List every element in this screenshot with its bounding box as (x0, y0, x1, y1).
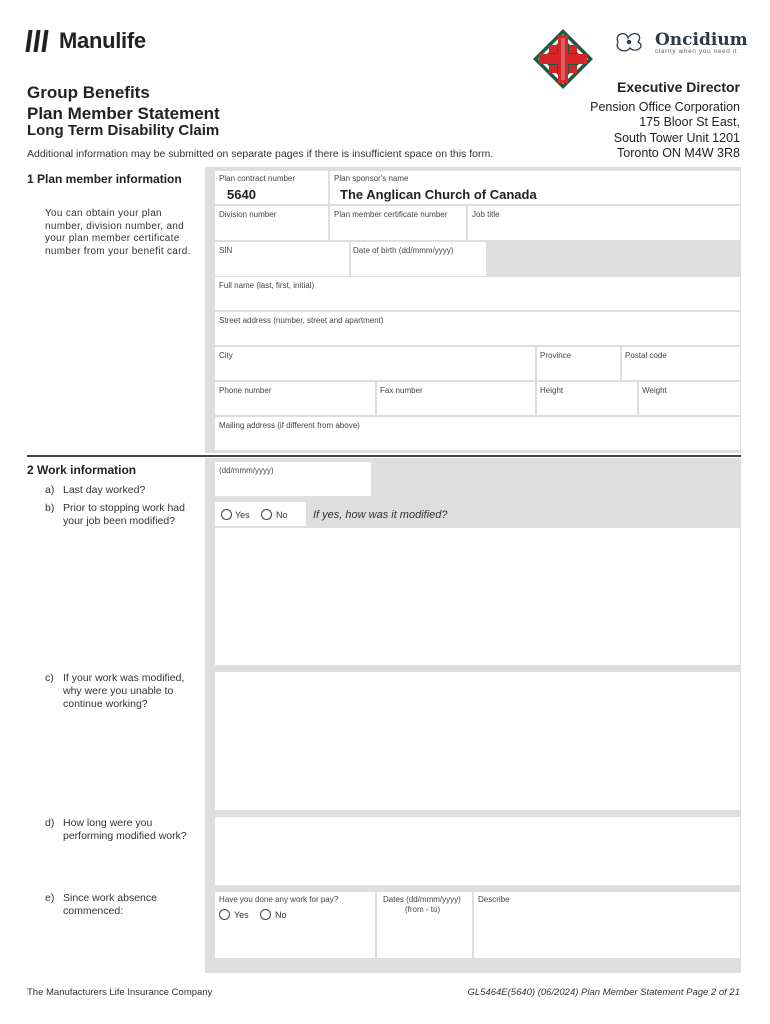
mailing-address-block (590, 80, 740, 162)
street-address-field[interactable] (215, 312, 740, 345)
question-c-text-2: why were you unable to (63, 685, 174, 697)
fax-number-label: Fax number (380, 386, 423, 395)
footer-company: The Manufacturers Life Insurance Company (27, 987, 213, 998)
question-b-text-1: Prior to stopping work had (63, 502, 185, 514)
question-c (45, 672, 205, 714)
question-e-text-2: commenced: (63, 905, 124, 917)
title-line-1: Group Benefits (27, 83, 150, 102)
plan-sponsor-value: The Anglican Church of Canada (340, 187, 537, 202)
work-for-pay-no-radio[interactable] (260, 909, 271, 920)
last-day-worked-label: (dd/mmm/yyyy) (219, 466, 274, 475)
height-field[interactable] (537, 382, 637, 415)
manulife-bars-icon (27, 30, 47, 52)
mailing-address-label: Mailing address (if different from above) (219, 421, 360, 430)
section-1-note: You can obtain your plan number, division number, and your plan member certificate number from your benefit card. (45, 208, 191, 257)
anglican-cross-icon (531, 27, 595, 91)
address-line-2: 175 Bloor St East, (639, 115, 740, 129)
work-for-pay-yes-radio[interactable] (219, 909, 230, 920)
question-d (45, 817, 205, 845)
plan-sponsor-label: Plan sponsor's name (334, 174, 409, 183)
work-for-pay-label: Have you done any work for pay? (219, 895, 339, 904)
question-d-text-1: How long were you (63, 817, 153, 829)
question-b-letter: b) (45, 502, 55, 514)
question-d-text-2: performing modified work? (63, 830, 187, 842)
job-modified-no-label: No (276, 510, 288, 520)
oncidium-name: Oncidium (655, 30, 748, 50)
province-field[interactable] (537, 347, 620, 380)
sin-field[interactable] (215, 242, 349, 276)
full-name-label: Full name (last, first, initial) (219, 281, 315, 290)
fax-number-field[interactable] (377, 382, 535, 415)
work-dates-label-2: (from - to) (405, 905, 441, 914)
form-subtitle: Long Term Disability Claim (27, 122, 220, 139)
job-modified-yes-radio[interactable] (221, 509, 232, 520)
postal-code-field[interactable] (622, 347, 740, 380)
date-of-birth-label: Date of birth (dd/mmm/yyyy) (353, 246, 454, 255)
title-line-2: Plan Member Statement (27, 104, 220, 123)
work-describe-label: Describe (478, 895, 510, 904)
oncidium-tagline: clarity when you need it (655, 48, 738, 55)
work-describe-field[interactable] (474, 892, 740, 958)
question-a (45, 484, 205, 498)
work-for-pay-yes-label: Yes (234, 910, 249, 920)
job-modified-yes-label: Yes (235, 510, 250, 520)
province-label: Province (540, 351, 572, 360)
question-b (45, 502, 205, 530)
additional-info-note: Additional information may be submitted on separate pages if there is insufficient space on this form. (27, 148, 494, 160)
question-a-text: Last day worked? (63, 484, 146, 496)
question-e-text-1: Since work absence (63, 892, 157, 904)
footer-form-id: GL5464E(5640) (06/2024) Plan Member Statement Page 2 of 21 (467, 987, 740, 998)
division-number-field[interactable] (215, 206, 328, 240)
question-e (45, 892, 205, 920)
plan-contract-value: 5640 (227, 187, 256, 202)
certificate-number-field[interactable] (330, 206, 466, 240)
address-role: Executive Director (617, 79, 740, 95)
plan-sponsor-field[interactable] (330, 171, 740, 204)
sin-label: SIN (219, 246, 233, 255)
city-field[interactable] (215, 347, 535, 380)
question-c-text-1: If your work was modified, (63, 672, 185, 684)
question-e-letter: e) (45, 892, 55, 904)
section-divider (27, 455, 741, 457)
work-dates-label-1: Dates (dd/mmm/yyyy) (383, 895, 461, 904)
height-label: Height (540, 386, 564, 395)
phone-number-field[interactable] (215, 382, 375, 415)
manulife-logo (27, 28, 146, 54)
phone-number-label: Phone number (219, 386, 272, 395)
page-title (27, 82, 220, 124)
oncidium-flower-icon (612, 28, 652, 54)
weight-label: Weight (642, 386, 667, 395)
weight-field[interactable] (639, 382, 740, 415)
job-title-label: Job title (472, 210, 500, 219)
plan-contract-label: Plan contract number (219, 174, 296, 183)
mailing-address-field[interactable] (215, 417, 740, 450)
job-modified-field (215, 502, 306, 526)
question-b-text-2: your job been modified? (63, 515, 176, 527)
section-1-title: 1 Plan member information (27, 172, 182, 186)
address-line-4: Toronto ON M4W 3R8 (617, 146, 740, 160)
work-for-pay-field (215, 892, 375, 958)
work-for-pay-no-label: No (275, 910, 287, 920)
question-c-letter: c) (45, 672, 54, 684)
full-name-field[interactable] (215, 277, 740, 310)
question-d-letter: d) (45, 817, 55, 829)
job-title-field[interactable] (468, 206, 740, 240)
job-modified-no-radio[interactable] (261, 509, 272, 520)
question-c-text-3: continue working? (63, 698, 148, 710)
postal-code-label: Postal code (625, 351, 667, 360)
street-address-label: Street address (number, street and apartment) (219, 316, 384, 325)
city-label: City (219, 351, 233, 360)
brand-name: Manulife (59, 28, 146, 53)
certificate-number-label: Plan member certificate number (334, 210, 448, 219)
modification-description-field[interactable] (215, 528, 740, 665)
section-2-title: 2 Work information (27, 463, 137, 477)
date-of-birth-field[interactable] (351, 242, 486, 276)
address-line-3: South Tower Unit 1201 (613, 130, 740, 145)
if-yes-prompt: If yes, how was it modified? (313, 509, 448, 521)
division-number-label: Division number (219, 210, 277, 219)
plan-contract-field[interactable] (215, 171, 328, 204)
last-day-worked-field[interactable] (215, 462, 371, 496)
question-a-letter: a) (45, 484, 55, 496)
address-line-1: Pension Office Corporation (590, 99, 740, 114)
modified-work-duration-field[interactable] (215, 817, 740, 885)
work-dates-field[interactable] (377, 892, 472, 958)
unable-to-continue-field[interactable] (215, 672, 740, 810)
